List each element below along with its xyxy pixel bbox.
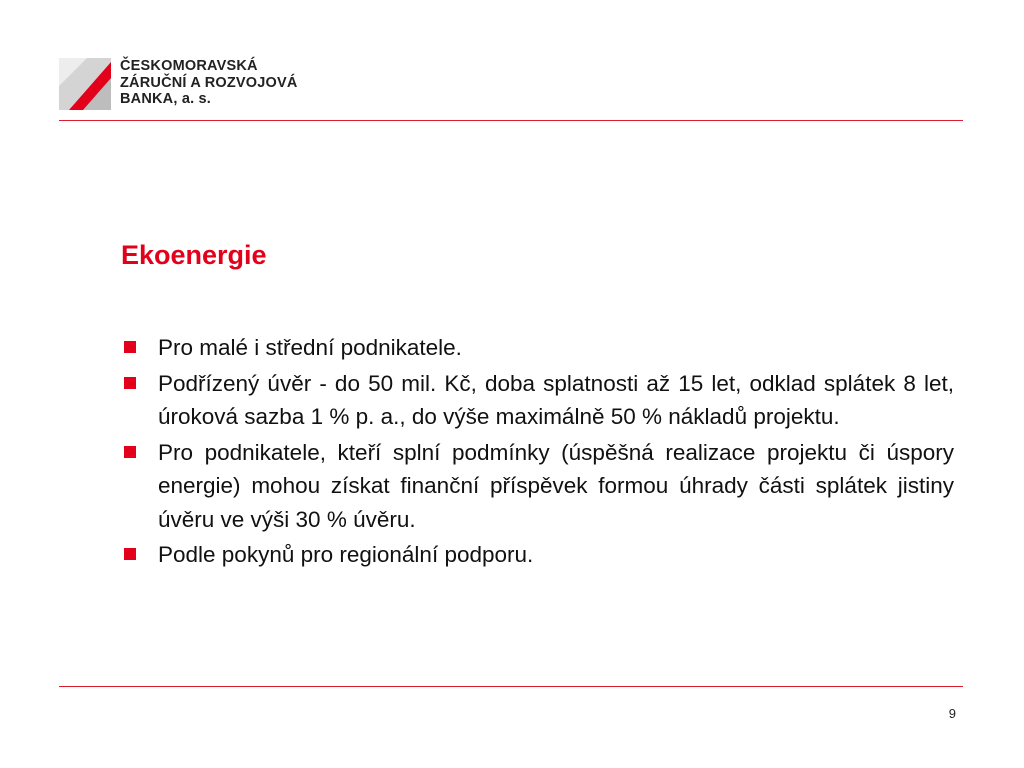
square-bullet-icon xyxy=(124,377,136,389)
square-bullet-icon xyxy=(124,548,136,560)
bullet-list xyxy=(124,331,954,572)
bullet-item xyxy=(124,436,954,537)
brand-name xyxy=(120,58,298,108)
bullet-item xyxy=(124,538,954,572)
page-number: 9 xyxy=(948,706,956,721)
bullet-text: Pro malé i střední podnikatele. xyxy=(158,335,462,360)
cmzrb-logo-icon xyxy=(59,58,111,110)
square-bullet-icon xyxy=(124,341,136,353)
brand-line-1: ČESKOMORAVSKÁ xyxy=(120,58,258,74)
bullet-text: Podřízený úvěr - do 50 mil. Kč, doba splatnosti až 15 let, odklad splátek 8 let, úroková sazba 1 % p. a., do výše maximálně 50 % nákladů projektu. xyxy=(158,370,954,429)
bullet-item xyxy=(124,367,954,434)
bullet-item xyxy=(124,331,954,365)
brand-line-3: BANKA, a. s. xyxy=(120,91,212,107)
brand-line-2: ZÁRUČNÍ A ROZVOJOVÁ xyxy=(120,74,298,91)
bullet-text: Pro podnikatele, kteří splní podmínky (úspěšná realizace projektu či úspory energie) mohou získat finanční příspěvek formou úhrady části splátek jistiny úvěru ve výši 30 % úvěru. xyxy=(158,439,954,532)
footer-divider xyxy=(59,686,963,687)
slide-title: Ekoenergie xyxy=(121,240,267,270)
bullet-text: Podle pokynů pro regionální podporu. xyxy=(158,542,534,567)
square-bullet-icon xyxy=(124,446,136,458)
header-divider xyxy=(59,120,963,121)
